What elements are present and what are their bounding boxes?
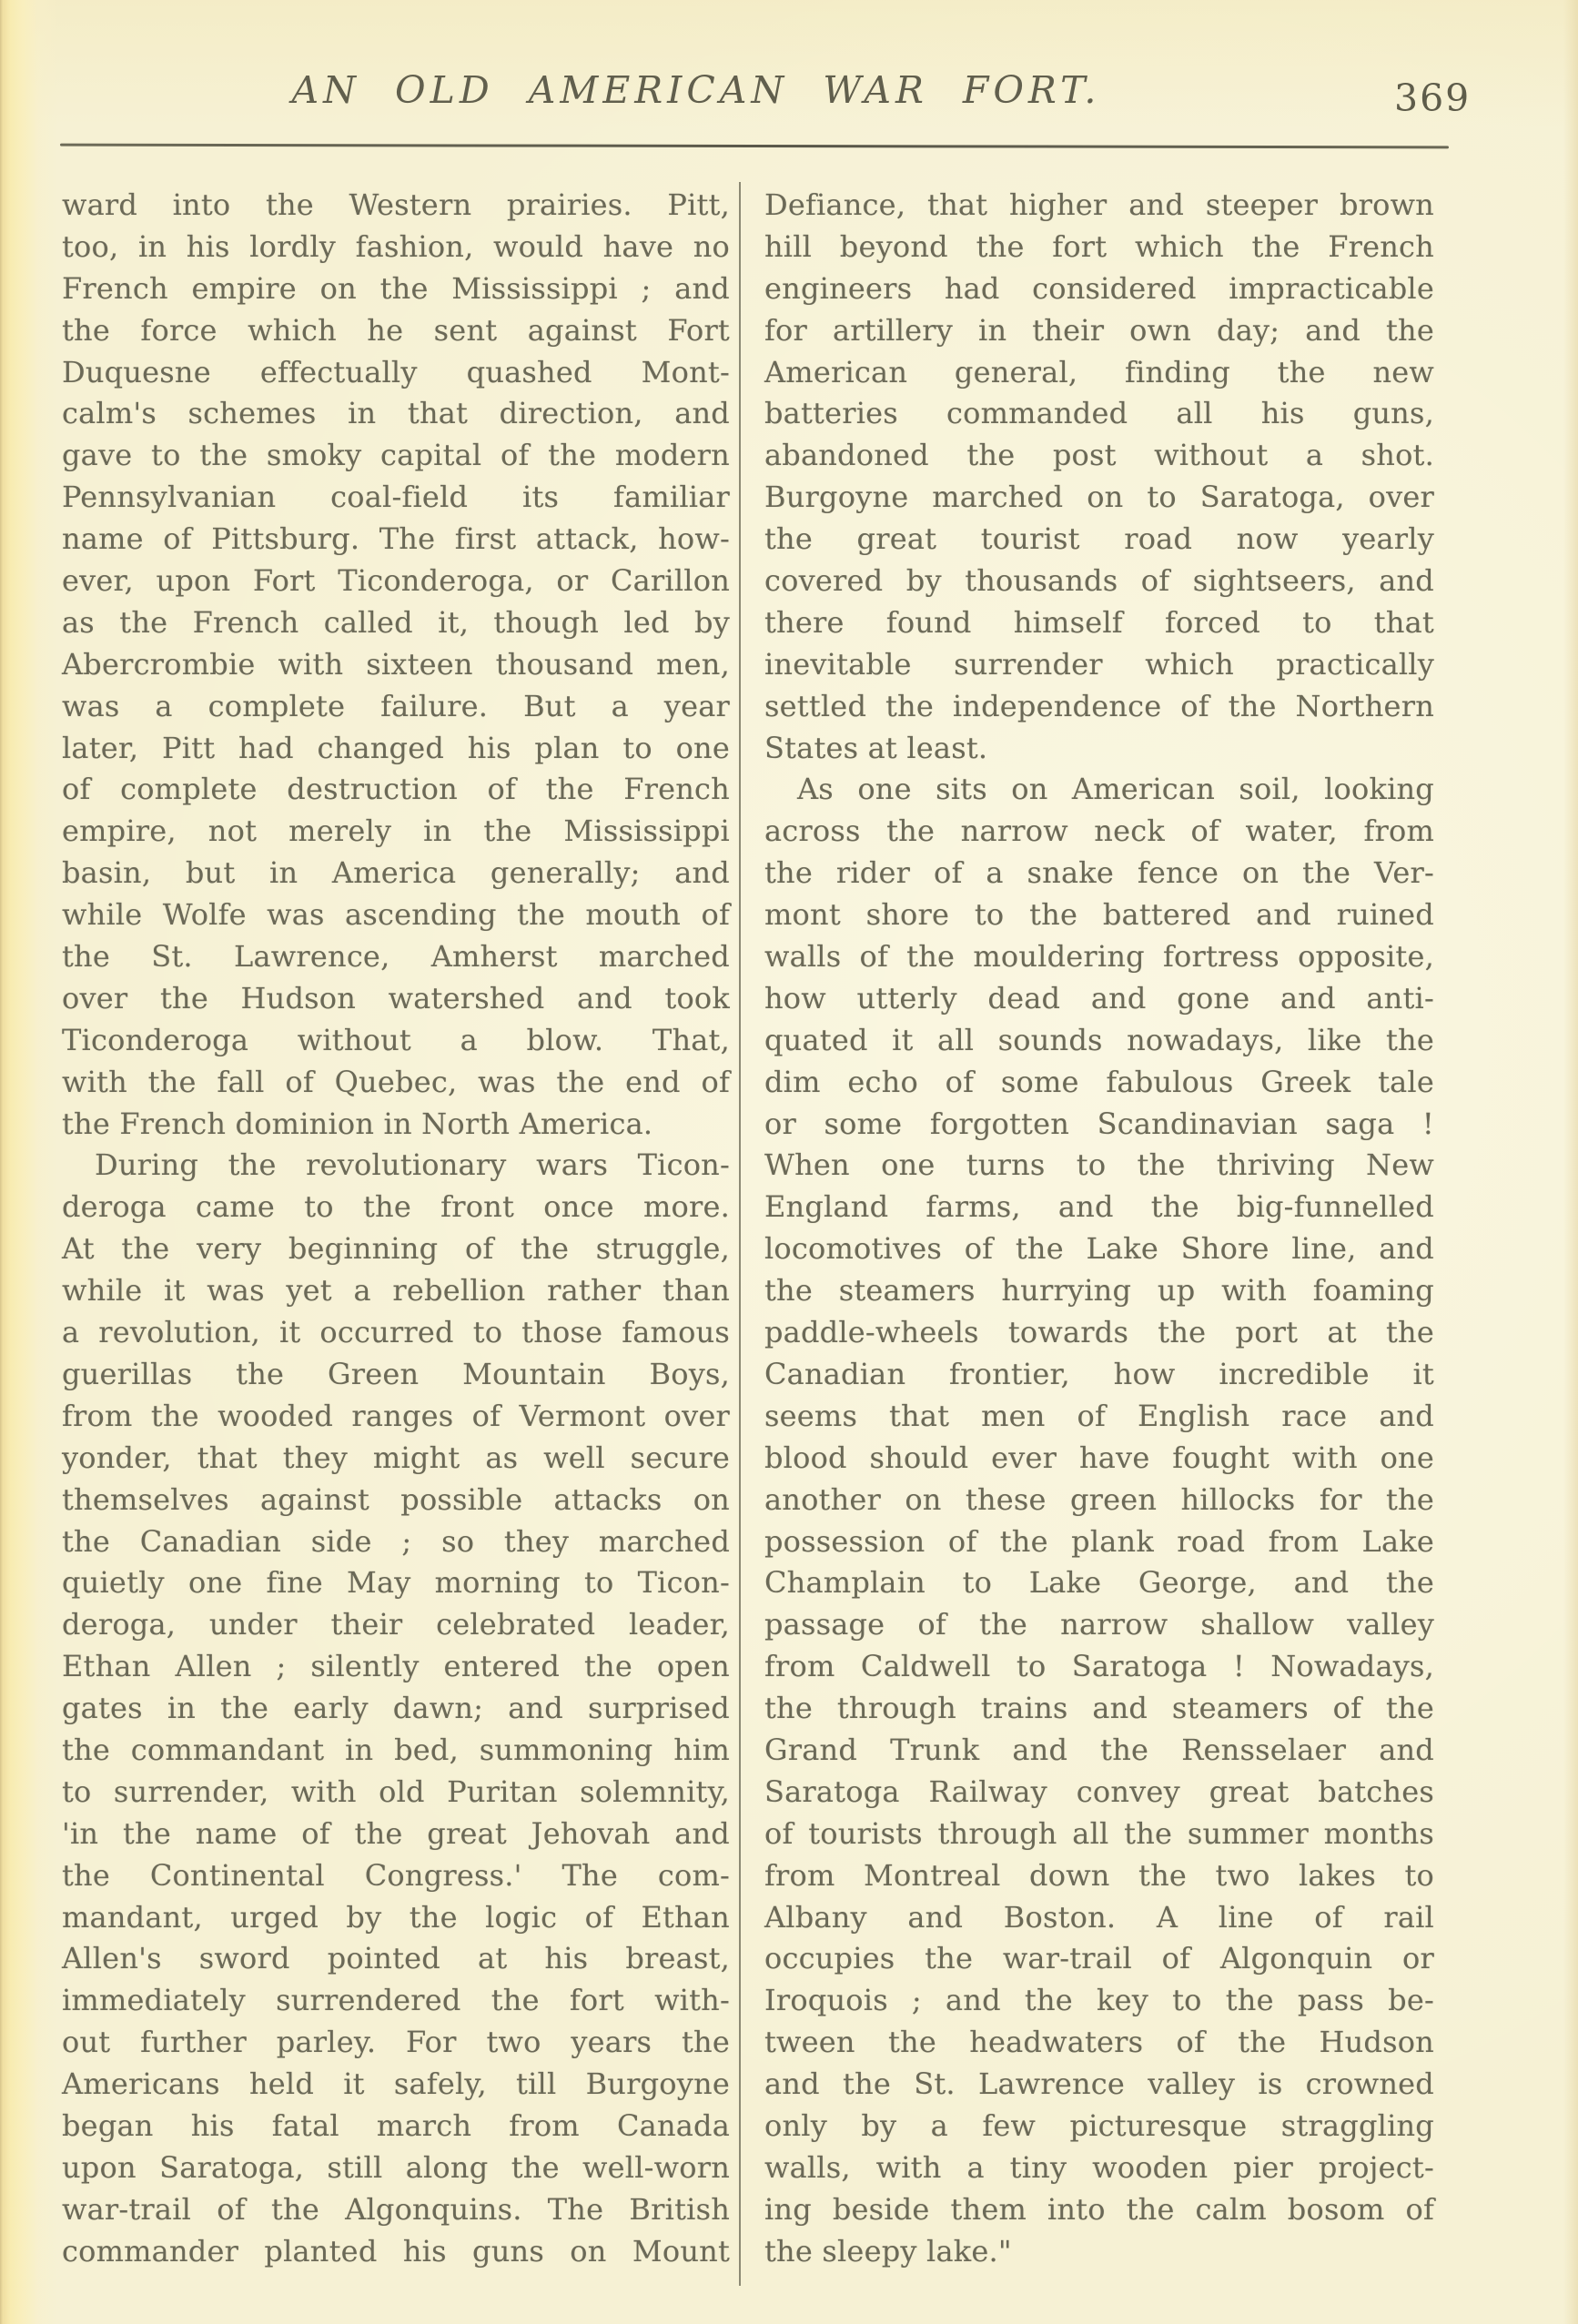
text-line: dim echo of some fabulous Greek tale xyxy=(764,1064,1434,1099)
text-line: French empire on the Mississippi ; and xyxy=(62,270,730,306)
text-line: there found himself forced to that xyxy=(764,604,1434,640)
text-line: quietly one fine May morning to Ticon- xyxy=(62,1565,730,1601)
text-line: locomotives of the Lake Shore line, and xyxy=(764,1231,1434,1267)
text-line: Ticonderoga without a blow. That, xyxy=(62,1022,730,1057)
text-line: blood should ever have fought with one xyxy=(764,1440,1434,1475)
text-line: quated it all sounds nowadays, like the xyxy=(764,1022,1434,1057)
text-line: and the St. Lawrence valley is crowned xyxy=(764,2066,1434,2102)
text-column-right xyxy=(764,185,1434,2273)
text-line: Ethan Allen ; silently entered the open xyxy=(62,1649,730,1684)
text-line: Saratoga Railway convey great batches xyxy=(764,1773,1434,1809)
text-line: of tourists through all the summer months xyxy=(764,1815,1434,1851)
text-line: As one sits on American soil, looking xyxy=(797,772,1434,807)
text-line: how utterly dead and gone and anti- xyxy=(764,980,1434,1015)
text-line: American general, finding the new xyxy=(764,354,1434,389)
text-line: too, in his lordly fashion, would have no xyxy=(62,228,730,264)
text-line: from Caldwell to Saratoga ! Nowadays, xyxy=(764,1649,1434,1684)
text-line: England farms, and the big-funnelled xyxy=(764,1189,1434,1225)
text-line: from Montreal down the two lakes to xyxy=(764,1857,1434,1893)
text-line: abandoned the post without a shot. xyxy=(764,438,1434,473)
text-line: Duquesne effectually quashed Mont- xyxy=(62,354,730,389)
text-line: the rider of a snake fence on the Ver- xyxy=(764,855,1434,891)
text-line: batteries commanded all his guns, xyxy=(764,396,1434,431)
text-line: guerillas the Green Mountain Boys, xyxy=(62,1356,730,1391)
text-line: possession of the plank road from Lake xyxy=(764,1523,1434,1559)
text-line: later, Pitt had changed his plan to one xyxy=(62,730,730,765)
text-line: the Continental Congress.' The com- xyxy=(62,1857,730,1893)
text-line: the force which he sent against Fort xyxy=(62,312,730,348)
text-line: the Canadian side ; so they marched xyxy=(62,1523,730,1559)
text-line: for artillery in their own day; and the xyxy=(764,312,1434,348)
text-line: Iroquois ; and the key to the pass be- xyxy=(764,1983,1434,2018)
text-line: paddle-wheels towards the port at the xyxy=(764,1315,1434,1350)
text-line: 'in the name of the great Jehovah and xyxy=(62,1815,730,1851)
text-line: Defiance, that higher and steeper brown xyxy=(764,187,1434,222)
page-number: 369 xyxy=(1394,76,1472,120)
text-line: Albany and Boston. A line of rail xyxy=(764,1899,1434,1935)
text-line: deroga came to the front once more. xyxy=(62,1189,730,1225)
text-line: ward into the Western prairies. Pitt, xyxy=(62,187,730,222)
text-column-left xyxy=(62,185,730,2273)
text-line: upon Saratoga, still along the well-worn xyxy=(62,2149,730,2185)
text-line: Pennsylvanian coal-field its familiar xyxy=(62,480,730,515)
text-line: Canadian frontier, how incredible it xyxy=(764,1356,1434,1391)
text-line: another on these green hillocks for the xyxy=(764,1481,1434,1517)
text-line: inevitable surrender which practically xyxy=(764,646,1434,682)
text-line: across the narrow neck of water, from xyxy=(764,813,1434,849)
text-line: Champlain to Lake George, and the xyxy=(764,1565,1434,1601)
text-line: with the fall of Quebec, was the end of xyxy=(62,1064,730,1099)
text-line: During the revolutionary wars Ticon- xyxy=(95,1147,730,1183)
text-line: Abercrombie with sixteen thousand men, xyxy=(62,646,730,682)
text-line: Burgoyne marched on to Saratoga, over xyxy=(764,480,1434,515)
text-line: yonder, that they might as well secure xyxy=(62,1440,730,1475)
text-line: the great tourist road now yearly xyxy=(764,521,1434,557)
text-line: the St. Lawrence, Amherst marched xyxy=(62,939,730,975)
text-line: the through trains and steamers of the xyxy=(764,1691,1434,1726)
text-line: commander planted his guns on Mount xyxy=(62,2233,730,2268)
column-divider xyxy=(739,182,741,2286)
text-line: engineers had considered impracticable xyxy=(764,270,1434,306)
text-line: while it was yet a rebellion rather than xyxy=(62,1273,730,1309)
text-line: war-trail of the Algonquins. The British xyxy=(62,2191,730,2227)
text-line: When one turns to the thriving New xyxy=(764,1147,1434,1183)
text-line: walls of the mouldering fortress opposite, xyxy=(764,939,1434,975)
text-line: gave to the smoky capital of the modern xyxy=(62,438,730,473)
text-line: from the wooded ranges of Vermont over xyxy=(62,1398,730,1433)
text-line: only by a few picturesque straggling xyxy=(764,2107,1434,2143)
text-line: Grand Trunk and the Rensselaer and xyxy=(764,1732,1434,1767)
text-line: over the Hudson watershed and took xyxy=(62,980,730,1015)
text-line: mandant, urged by the logic of Ethan xyxy=(62,1899,730,1935)
text-line: Allen's sword pointed at his breast, xyxy=(62,1941,730,1976)
text-line: while Wolfe was ascending the mouth of xyxy=(62,897,730,933)
text-line: gates in the early dawn; and surprised xyxy=(62,1691,730,1726)
text-line: seems that men of English race and xyxy=(764,1398,1434,1433)
text-line: ing beside them into the calm bosom of xyxy=(764,2191,1434,2227)
text-line: deroga, under their celebrated leader, xyxy=(62,1607,730,1642)
text-line: covered by thousands of sightseers, and xyxy=(764,563,1434,599)
text-line: passage of the narrow shallow valley xyxy=(764,1607,1434,1642)
text-line: was a complete failure. But a year xyxy=(62,688,730,723)
page-title: AN OLD AMERICAN WAR FORT. xyxy=(291,68,1101,112)
text-line: out further parley. For two years the xyxy=(62,2025,730,2060)
text-line: began his fatal march from Canada xyxy=(62,2107,730,2143)
text-line: name of Pittsburg. The first attack, how- xyxy=(62,521,730,557)
text-line: mont shore to the battered and ruined xyxy=(764,897,1434,933)
text-line: the commandant in bed, summoning him xyxy=(62,1732,730,1767)
text-line: settled the independence of the Northern xyxy=(764,688,1434,723)
text-line: the French dominion in North America. xyxy=(62,1106,653,1141)
text-line: occupies the war-trail of Algonquin or xyxy=(764,1941,1434,1976)
text-line: the sleepy lake." xyxy=(764,2233,1012,2268)
text-line: immediately surrendered the fort with- xyxy=(62,1983,730,2018)
text-line: themselves against possible attacks on xyxy=(62,1481,730,1517)
text-line: hill beyond the fort which the French xyxy=(764,228,1434,264)
text-line: States at least. xyxy=(764,730,988,765)
text-line: as the French called it, though led by xyxy=(62,604,730,640)
text-line: to surrender, with old Puritan solemnity, xyxy=(62,1773,730,1809)
header-rule xyxy=(60,144,1449,149)
text-line: empire, not merely in the Mississippi xyxy=(62,813,730,849)
text-line: or some forgotten Scandinavian saga ! xyxy=(764,1106,1434,1141)
text-line: the steamers hurrying up with foaming xyxy=(764,1273,1434,1309)
text-line: a revolution, it occurred to those famous xyxy=(62,1315,730,1350)
text-line: calm's schemes in that direction, and xyxy=(62,396,730,431)
text-line: of complete destruction of the French xyxy=(62,772,730,807)
text-line: ever, upon Fort Ticonderoga, or Carillon xyxy=(62,563,730,599)
text-line: tween the headwaters of the Hudson xyxy=(764,2025,1434,2060)
text-line: basin, but in America generally; and xyxy=(62,855,730,891)
text-line: Americans held it safely, till Burgoyne xyxy=(62,2066,730,2102)
text-line: At the very beginning of the struggle, xyxy=(62,1231,730,1267)
text-line: walls, with a tiny wooden pier project- xyxy=(764,2149,1434,2185)
